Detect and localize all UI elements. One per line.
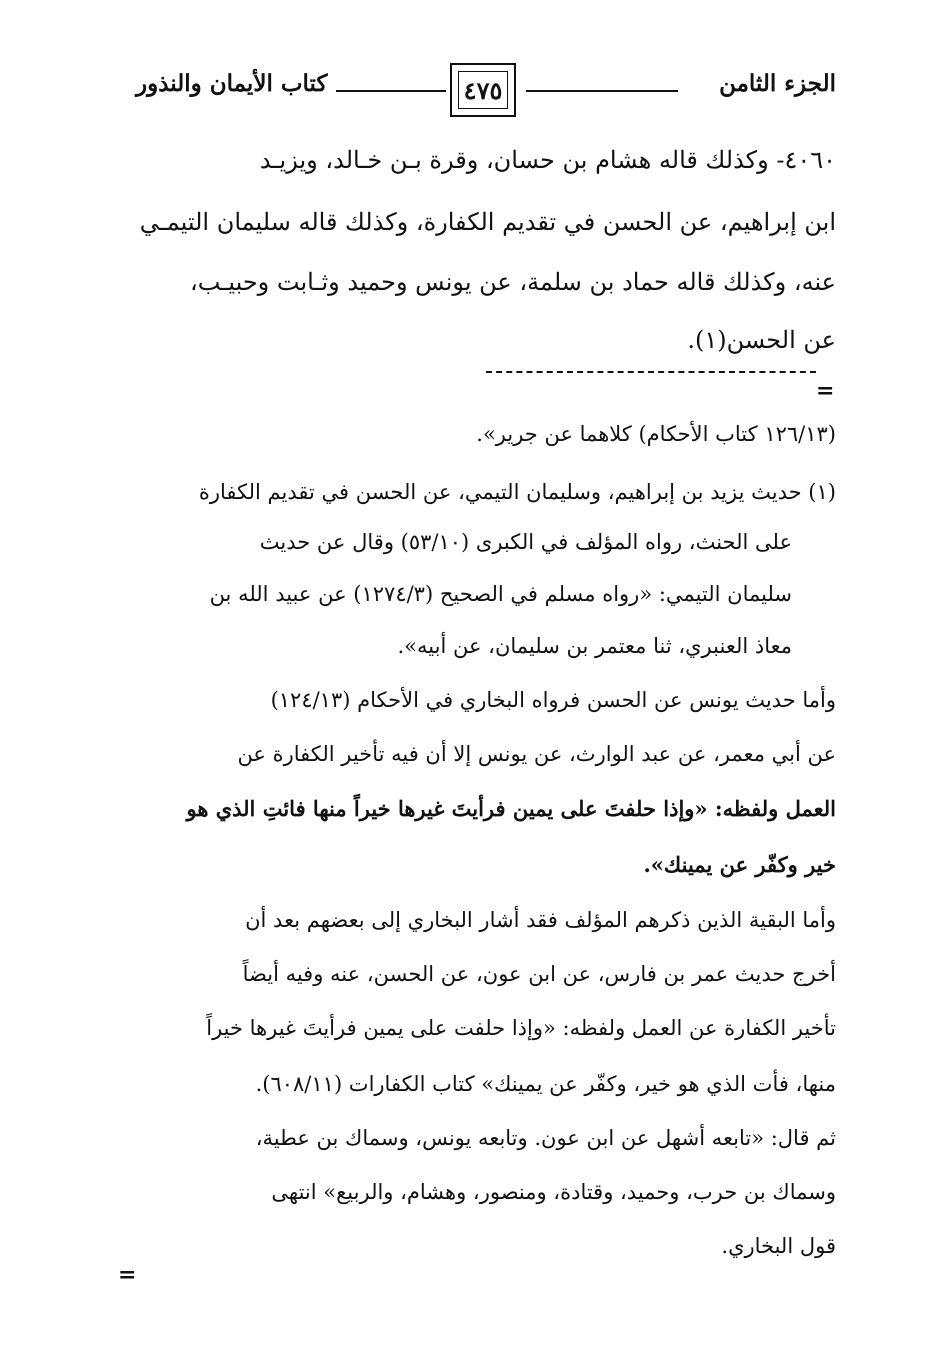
running-header-book: كتاب الأيمان والنذور xyxy=(136,70,328,97)
header-rule-left xyxy=(336,90,446,92)
footnote-line: منها، فأت الذي هو خير، وكفّر عن يمينك» كتاب الكفارات (٦٠٨/١١). xyxy=(255,1072,836,1096)
header-rule-right xyxy=(526,90,678,92)
footnote-line: قول البخاري. xyxy=(721,1234,836,1258)
footnote-line: سليمان التيمي: «رواه مسلم في الصحيح (١٢٧٤/٣) عن عبيد الله بن xyxy=(209,582,792,606)
footnote-separator xyxy=(486,371,816,373)
footnote-line: وأما حديث يونس عن الحسن فرواه البخاري في الأحكام (١٢٤/١٣) xyxy=(270,688,836,712)
main-text-line-1: ٤٠٦٠- وكذلك قاله هشام بن حسان، وقرة بـن خـالد، ويزيـد xyxy=(259,146,836,174)
continuation-mark-bottom: = xyxy=(118,1262,137,1288)
footnote-line: معاذ العنبري، ثنا معتمر بن سليمان، عن أبيه». xyxy=(397,634,792,658)
footnote-line: أخرج حديث عمر بن فارس، عن ابن عون، عن الحسن، عنه وفيه أيضاً xyxy=(242,962,836,986)
footnote-line: على الحنث، رواه المؤلف في الكبرى (٥٣/١٠) وقال عن حديث xyxy=(259,530,792,554)
footnote-line: تأخير الكفارة عن العمل ولفظه: «وإذا حلفت على يمين فرأيتَ غيرها خيراً xyxy=(206,1016,836,1040)
footnote-line: وسماك بن حرب، وحميد، وقتادة، ومنصور، وهشام، والربيع» انتهى xyxy=(271,1180,836,1204)
footnote-line: خير وكفّر عن يمينك». xyxy=(643,852,836,877)
running-header-part: الجزء الثامن xyxy=(719,70,836,97)
footnote-line: العمل ولفظه: «وإذا حلفتَ على يمين فرأيتَ غيرها خيراً منها فائتِ الذي هو xyxy=(186,796,836,821)
page-number: ٤٧٥ xyxy=(458,71,508,109)
footnote-line: عن أبي معمر، عن عبد الوارث، عن يونس إلا أن فيه تأخير الكفارة عن xyxy=(237,742,836,766)
footnote-line: (١) حديث يزيد بن إبراهيم، وسليمان التيمي، عن الحسن في تقديم الكفارة xyxy=(198,480,836,504)
main-text-line-4: عن الحسن(١). xyxy=(687,326,836,354)
footnote-line: وأما البقية الذين ذكرهم المؤلف فقد أشار البخاري إلى بعضهم بعد أن xyxy=(245,908,836,932)
main-text-line-3: عنه، وكذلك قاله حماد بن سلمة، عن يونس وحميد وثـابت وحبيـب، xyxy=(190,268,836,296)
footnote-line: ثم قال: «تابعه أشهل عن ابن عون. وتابعه يونس، وسماك بن عطية، xyxy=(255,1126,836,1150)
continuation-mark: = xyxy=(816,378,835,404)
main-text-line-2: ابن إبراهيم، عن الحسن في تقديم الكفارة، وكذلك قاله سليمان التيمـي xyxy=(139,208,836,236)
footnote-carryover: (١٢٦/١٣ كتاب الأحكام) كلاهما عن جرير». xyxy=(476,422,836,446)
page-number-frame xyxy=(450,63,516,117)
